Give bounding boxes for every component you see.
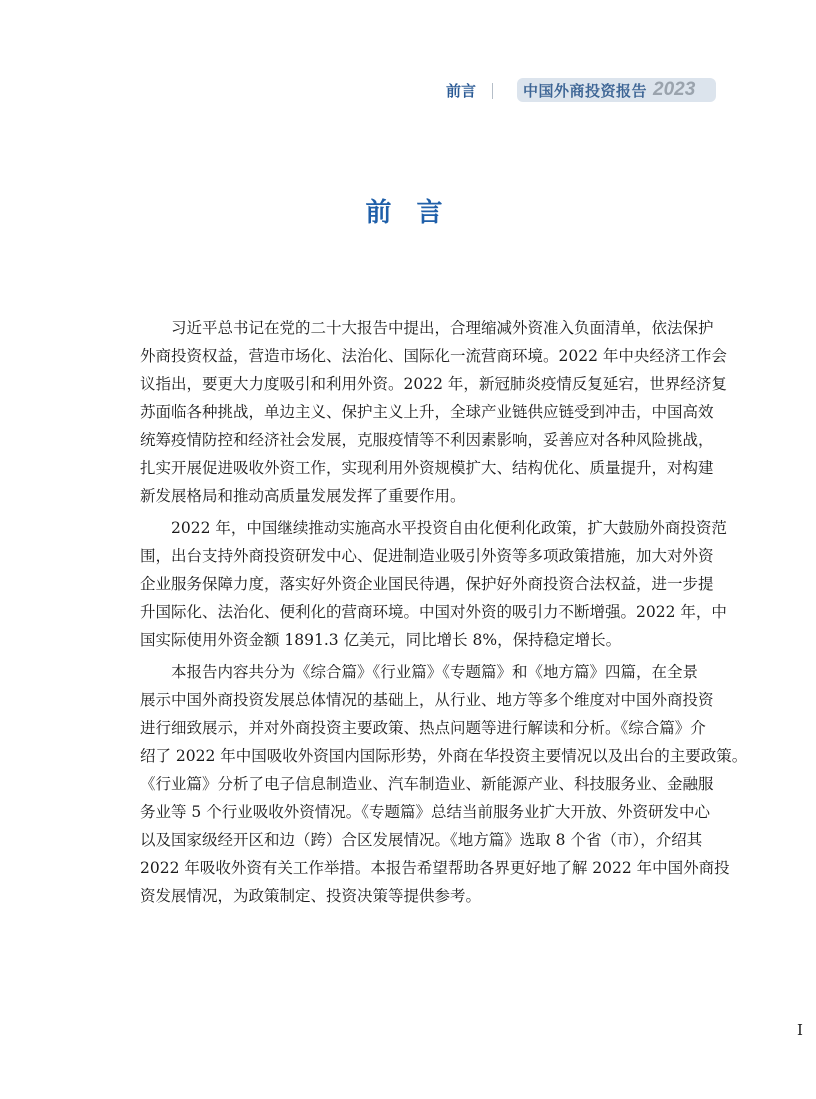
text-line: 企业服务保障力度，落实好外资企业国民待遇，保护好外商投资合法权益，进一步提 — [140, 575, 714, 593]
text-line: 统筹疫情防控和经济社会发展，克服疫情等不利因素影响，妥善应对各种风险挑战， — [140, 431, 714, 449]
paragraph — [140, 660, 748, 912]
page-title: 前 言 — [365, 198, 451, 228]
text-line: 国实际使用外资金额 1891.3 亿美元，同比增长 8%，保持稳定增长。 — [140, 631, 622, 649]
text-line: 绍了 2022 年中国吸收外资国内国际形势，外商在华投资主要情况以及出台的主要政策。 — [140, 747, 748, 765]
text-line: 2022 年吸收外资有关工作举措。本报告希望帮助各界更好地了解 2022 年中国外商投 — [140, 859, 730, 877]
text-line: 外商投资权益，营造市场化、法治化、国际化一流营商环境。2022 年中央经济工作会 — [140, 347, 727, 365]
paragraph — [140, 516, 727, 656]
report-year: 2023 — [653, 79, 696, 100]
running-header-section: 前言 — [446, 82, 477, 100]
text-line: 议指出，要更大力度吸引和利用外资。2022 年，新冠肺炎疫情反复延宕，世界经济复 — [140, 375, 727, 393]
body-text — [140, 316, 748, 916]
text-line: 苏面临各种挑战，单边主义、保护主义上升，全球产业链供应链受到冲击，中国高效 — [140, 403, 714, 421]
text-line: 本报告内容共分为《综合篇》《行业篇》《专题篇》和《地方篇》四篇，在全景 — [171, 663, 699, 681]
text-line: 《行业篇》分析了电子信息制造业、汽车制造业、新能源产业、科技服务业、金融服 — [140, 775, 714, 793]
text-line: 资发展情况，为政策制定、投资决策等提供参考。 — [140, 887, 482, 905]
text-line: 进行细致展示，并对外商投资主要政策、热点问题等进行解读和分析。《综合篇》介 — [140, 719, 706, 737]
text-line: 以及国家级经开区和边（跨）合区发展情况。《地方篇》选取 8 个省（市），介绍其 — [140, 831, 703, 849]
paragraph — [140, 316, 727, 512]
page-number: I — [797, 1021, 803, 1039]
text-line: 习近平总书记在党的二十大报告中提出，合理缩减外资准入负面清单，依法保护 — [171, 319, 714, 337]
report-title: 中国外商投资报告 — [523, 81, 648, 100]
text-line: 展示中国外商投资发展总体情况的基础上，从行业、地方等多个维度对中国外商投资 — [140, 691, 714, 709]
text-line: 升国际化、法治化、便利化的营商环境。中国对外资的吸引力不断增强。2022 年，中 — [140, 603, 727, 621]
text-line: 围，出台支持外商投资研发中心、促进制造业吸引外资等多项政策措施，加大对外资 — [140, 547, 714, 565]
text-line: 2022 年，中国继续推动实施高水平投资自由化便利化政策，扩大鼓励外商投资范 — [171, 519, 727, 537]
text-line: 新发展格局和推动高质量发展发挥了重要作用。 — [140, 487, 466, 505]
text-line: 务业等 5 个行业吸收外资情况。《专题篇》总结当前服务业扩大开放、外资研发中心 — [140, 803, 710, 821]
text-line: 扎实开展促进吸收外资工作，实现利用外资规模扩大、结构优化、质量提升，对构建 — [140, 459, 714, 477]
running-header-report-badge — [517, 78, 716, 102]
header-divider — [492, 83, 493, 99]
